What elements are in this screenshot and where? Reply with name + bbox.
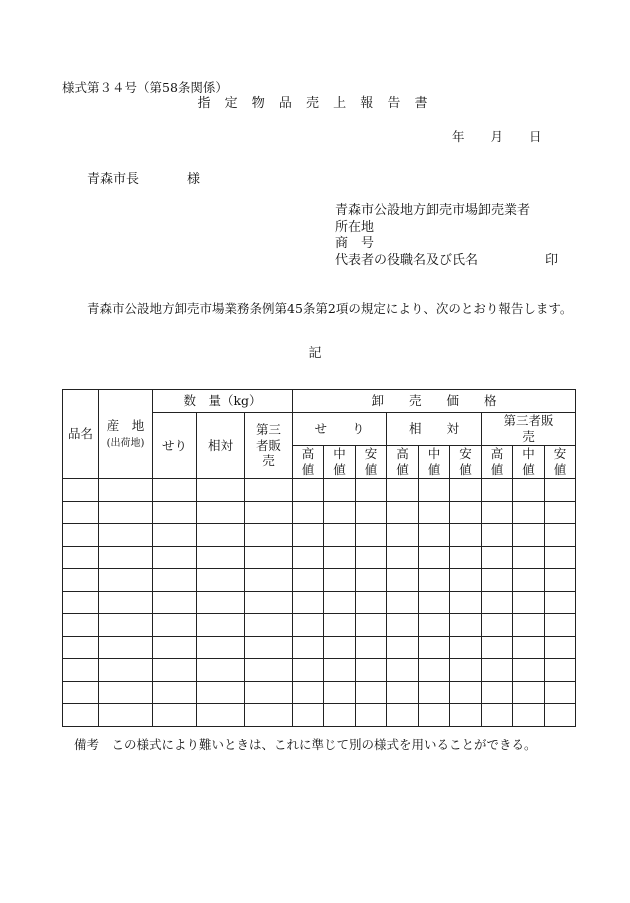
table-cell[interactable] — [450, 681, 482, 704]
table-cell[interactable] — [63, 681, 99, 704]
table-cell[interactable] — [153, 681, 197, 704]
table-cell[interactable] — [356, 681, 387, 704]
table-cell[interactable] — [197, 501, 245, 524]
third-party-low: 安値 — [545, 446, 576, 479]
table-cell[interactable] — [63, 569, 99, 592]
table-cell[interactable] — [153, 501, 197, 524]
table-cell[interactable] — [513, 524, 545, 547]
table-cell[interactable] — [513, 614, 545, 637]
table-cell[interactable] — [513, 636, 545, 659]
table-cell[interactable] — [513, 704, 545, 727]
table-cell[interactable] — [450, 614, 482, 637]
table-row — [63, 659, 576, 682]
table-cell[interactable] — [245, 569, 293, 592]
table-cell[interactable] — [324, 704, 356, 727]
table-cell[interactable] — [513, 681, 545, 704]
table-cell[interactable] — [450, 546, 482, 569]
table-cell[interactable] — [450, 479, 482, 502]
table-cell[interactable] — [63, 636, 99, 659]
table-cell[interactable] — [197, 614, 245, 637]
table-cell[interactable] — [63, 524, 99, 547]
addressee-honorific: 様 — [187, 172, 201, 187]
table-cell[interactable] — [324, 501, 356, 524]
table-cell[interactable] — [545, 704, 576, 727]
table-cell[interactable] — [419, 614, 450, 637]
sender-block — [335, 203, 559, 269]
table-cell[interactable] — [293, 524, 324, 547]
table-cell[interactable] — [419, 524, 450, 547]
table-cell[interactable] — [450, 704, 482, 727]
table-cell[interactable] — [513, 591, 545, 614]
table-cell[interactable] — [293, 636, 324, 659]
table-cell[interactable] — [63, 546, 99, 569]
table-cell[interactable] — [63, 479, 99, 502]
table-row — [63, 614, 576, 637]
table-cell[interactable] — [293, 569, 324, 592]
table-cell[interactable] — [482, 614, 513, 637]
qty-third-party-header: 第三者販売 — [245, 413, 293, 479]
table-cell[interactable] — [419, 659, 450, 682]
table-cell[interactable] — [387, 636, 419, 659]
table-row — [63, 546, 576, 569]
table-cell[interactable] — [545, 479, 576, 502]
origin-sub-label: (出荷地) — [106, 437, 145, 449]
auction-mid: 中値 — [324, 446, 356, 479]
table-cell[interactable] — [545, 681, 576, 704]
table-cell[interactable] — [387, 524, 419, 547]
table-cell[interactable] — [324, 479, 356, 502]
table-cell[interactable] — [419, 704, 450, 727]
table-cell[interactable] — [545, 659, 576, 682]
table-cell[interactable] — [245, 704, 293, 727]
document-title: 指 定 物 品 売 上 報 告 書 — [197, 96, 433, 111]
table-cell[interactable] — [63, 614, 99, 637]
table-cell[interactable] — [545, 614, 576, 637]
table-cell[interactable] — [63, 591, 99, 614]
table-cell[interactable] — [153, 704, 197, 727]
table-cell[interactable] — [356, 591, 387, 614]
table-row — [63, 681, 576, 704]
table-cell[interactable] — [63, 704, 99, 727]
table-cell[interactable] — [153, 636, 197, 659]
negotiated-mid: 中値 — [419, 446, 450, 479]
table-cell[interactable] — [99, 704, 153, 727]
table-cell[interactable] — [513, 546, 545, 569]
table-cell[interactable] — [324, 546, 356, 569]
table-cell[interactable] — [387, 479, 419, 502]
table-cell[interactable] — [450, 501, 482, 524]
table-cell[interactable] — [245, 591, 293, 614]
table-cell[interactable] — [356, 636, 387, 659]
table-row — [63, 501, 576, 524]
body-text: 青森市公設地方卸売市場業務条例第45条第2項の規定により、次のとおり報告します。 — [87, 301, 573, 316]
sales-report-table — [62, 389, 576, 727]
table-cell[interactable] — [482, 479, 513, 502]
sender-org: 青森市公設地方卸売市場卸売業者 — [335, 203, 531, 218]
table-cell[interactable] — [545, 524, 576, 547]
form-number: 様式第３４号（第58条関係） — [62, 80, 228, 95]
table-cell[interactable] — [153, 591, 197, 614]
auction-high: 高値 — [293, 446, 324, 479]
remarks: 備考 この様式により難いときは、これに準じて別の様式を用いることができる。 — [74, 737, 537, 752]
table-cell[interactable] — [245, 501, 293, 524]
qty-negotiated-header: 相対 — [197, 413, 245, 479]
table-cell[interactable] — [293, 681, 324, 704]
table-cell[interactable] — [450, 591, 482, 614]
table-cell[interactable] — [293, 614, 324, 637]
table-cell[interactable] — [545, 569, 576, 592]
table-cell[interactable] — [482, 546, 513, 569]
table-cell[interactable] — [197, 479, 245, 502]
table-cell[interactable] — [99, 524, 153, 547]
negotiated-low: 安値 — [450, 446, 482, 479]
ki-heading: 記 — [308, 346, 322, 361]
table-cell[interactable] — [450, 569, 482, 592]
table-cell[interactable] — [419, 501, 450, 524]
price-negotiated-header: 相 対 — [387, 413, 482, 446]
table-cell[interactable] — [324, 591, 356, 614]
table-cell[interactable] — [99, 546, 153, 569]
table-body — [63, 479, 576, 727]
table-cell[interactable] — [387, 614, 419, 637]
addressee-name: 青森市長 — [87, 172, 140, 187]
table-row — [63, 569, 576, 592]
table-row — [63, 704, 576, 727]
table-cell[interactable] — [99, 591, 153, 614]
table-cell[interactable] — [387, 591, 419, 614]
table-cell[interactable] — [356, 479, 387, 502]
table-cell[interactable] — [245, 681, 293, 704]
date-line — [452, 129, 542, 144]
sender-address-label: 所在地 — [335, 219, 375, 235]
sender-trade-name-label: 商 号 — [335, 236, 375, 251]
table-cell[interactable] — [197, 591, 245, 614]
table-cell[interactable] — [482, 636, 513, 659]
table-cell[interactable] — [513, 659, 545, 682]
table-cell[interactable] — [245, 659, 293, 682]
table-cell[interactable] — [419, 569, 450, 592]
table-cell[interactable] — [99, 659, 153, 682]
third-party-high: 高値 — [482, 446, 513, 479]
table-cell[interactable] — [245, 614, 293, 637]
origin-label: 産 地 — [106, 417, 145, 433]
table-cell[interactable] — [324, 614, 356, 637]
table-cell[interactable] — [356, 704, 387, 727]
table-cell[interactable] — [482, 659, 513, 682]
table-cell[interactable] — [293, 659, 324, 682]
table-cell[interactable] — [99, 501, 153, 524]
wholesale-price-header: 卸 売 価 格 — [293, 390, 576, 413]
table-cell[interactable] — [324, 681, 356, 704]
table-cell[interactable] — [245, 546, 293, 569]
table-cell[interactable] — [419, 591, 450, 614]
table-cell[interactable] — [197, 659, 245, 682]
table-cell[interactable] — [245, 479, 293, 502]
sender-rep-label: 代表者の役職名及び氏名 — [335, 252, 479, 268]
table-cell[interactable] — [419, 546, 450, 569]
table-row — [63, 636, 576, 659]
table-cell[interactable] — [293, 501, 324, 524]
col-item-header: 品名 — [63, 390, 99, 479]
table-cell[interactable] — [324, 524, 356, 547]
table-cell[interactable] — [419, 479, 450, 502]
table-cell[interactable] — [387, 546, 419, 569]
table-cell[interactable] — [153, 524, 197, 547]
table-cell[interactable] — [482, 501, 513, 524]
table-cell[interactable] — [197, 569, 245, 592]
table-cell[interactable] — [513, 569, 545, 592]
table-cell[interactable] — [293, 591, 324, 614]
seal-mark: 印 — [545, 252, 559, 268]
table-cell[interactable] — [545, 546, 576, 569]
third-party-mid: 中値 — [513, 446, 545, 479]
table-cell[interactable] — [153, 614, 197, 637]
table-cell[interactable] — [99, 681, 153, 704]
table-cell[interactable] — [63, 501, 99, 524]
table-cell[interactable] — [419, 636, 450, 659]
table-cell[interactable] — [387, 659, 419, 682]
table-cell[interactable] — [197, 524, 245, 547]
negotiated-high: 高値 — [387, 446, 419, 479]
table-cell[interactable] — [99, 614, 153, 637]
table-cell[interactable] — [545, 501, 576, 524]
table-cell[interactable] — [387, 681, 419, 704]
table-cell[interactable] — [99, 479, 153, 502]
table-cell[interactable] — [324, 636, 356, 659]
table-cell[interactable] — [245, 524, 293, 547]
price-auction-header: せ り — [293, 413, 387, 446]
table-cell[interactable] — [153, 479, 197, 502]
table-cell[interactable] — [356, 524, 387, 547]
quantity-header: 数 量（kg） — [153, 390, 293, 413]
table-cell[interactable] — [387, 569, 419, 592]
table-cell[interactable] — [482, 681, 513, 704]
table-cell[interactable] — [387, 501, 419, 524]
table-cell[interactable] — [356, 546, 387, 569]
table-cell[interactable] — [387, 704, 419, 727]
table-cell[interactable] — [513, 501, 545, 524]
table-cell[interactable] — [197, 681, 245, 704]
table-row — [63, 524, 576, 547]
table-cell[interactable] — [324, 659, 356, 682]
table-cell[interactable] — [482, 524, 513, 547]
table-cell[interactable] — [197, 704, 245, 727]
table-cell[interactable] — [356, 614, 387, 637]
table-cell[interactable] — [197, 636, 245, 659]
table-cell[interactable] — [153, 569, 197, 592]
table-cell[interactable] — [356, 501, 387, 524]
table-cell[interactable] — [482, 569, 513, 592]
date-day: 日 — [529, 129, 542, 144]
table-cell[interactable] — [450, 636, 482, 659]
table-cell[interactable] — [153, 659, 197, 682]
table-cell[interactable] — [450, 659, 482, 682]
table-cell[interactable] — [356, 659, 387, 682]
qty-auction-header: せり — [153, 413, 197, 479]
price-third-party-header: 第三者販売 — [482, 413, 576, 446]
table-cell[interactable] — [293, 546, 324, 569]
table-cell[interactable] — [324, 569, 356, 592]
table-cell[interactable] — [293, 479, 324, 502]
table-cell[interactable] — [197, 546, 245, 569]
table-cell[interactable] — [153, 546, 197, 569]
table-cell[interactable] — [99, 569, 153, 592]
table-cell[interactable] — [482, 591, 513, 614]
date-month: 月 — [490, 129, 504, 144]
table-cell[interactable] — [545, 591, 576, 614]
table-cell[interactable] — [356, 569, 387, 592]
table-cell[interactable] — [450, 524, 482, 547]
table-cell[interactable] — [63, 659, 99, 682]
table-cell[interactable] — [99, 636, 153, 659]
table-cell[interactable] — [293, 704, 324, 727]
table-cell[interactable] — [482, 704, 513, 727]
table-cell[interactable] — [419, 681, 450, 704]
table-row — [63, 591, 576, 614]
table-row — [63, 479, 576, 502]
table-cell[interactable] — [513, 479, 545, 502]
addressee — [87, 172, 200, 188]
table-cell[interactable] — [245, 636, 293, 659]
table-cell[interactable] — [545, 636, 576, 659]
col-origin-header — [99, 390, 153, 479]
auction-low: 安値 — [356, 446, 387, 479]
date-year: 年 — [452, 129, 465, 144]
